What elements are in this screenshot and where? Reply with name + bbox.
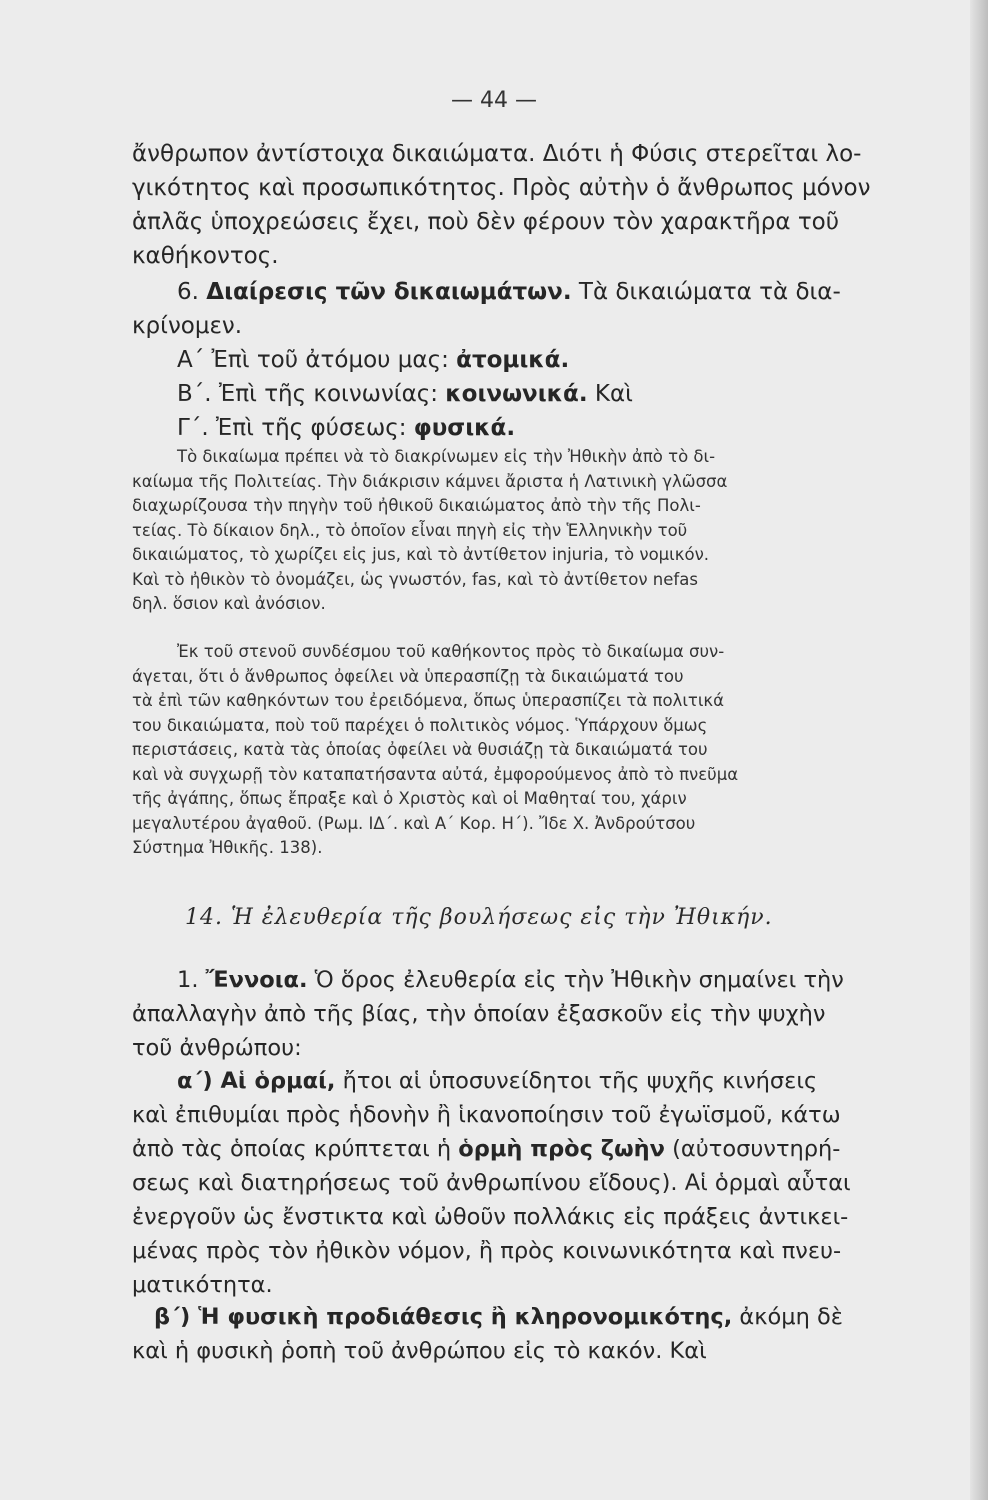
note-line: τείας. Τὸ δίκαιον δηλ., τὸ ὁποῖον εἶναι πηγὴ εἰς τὴν Ἑλληνικὴν τοῦ bbox=[132, 520, 688, 540]
page-number: — 44 — bbox=[451, 88, 537, 113]
note-line: Ἐκ τοῦ στενοῦ συνδέσμου τοῦ καθήκοντος πρὸς τὸ δικαίωμα συν- bbox=[177, 642, 725, 661]
paragraph-concept bbox=[132, 963, 932, 1065]
section-6-number: 6. bbox=[177, 279, 199, 305]
alpha-first-rest: ἤτοι αἱ ὑποσυνείδητοι τῆς ψυχῆς κινήσεις bbox=[335, 1068, 818, 1094]
note-line: του δικαιώματα, ποὺ τοῦ παρέχει ὁ πολιτικὸς νόμος. Ὑπάρχουν ὅμως bbox=[132, 715, 708, 735]
division-a bbox=[132, 343, 932, 377]
concept-first-line bbox=[132, 963, 932, 997]
alpha-line3-post: (αὐτοσυντηρή- bbox=[665, 1136, 841, 1162]
text-line: ματικότητα. bbox=[132, 1272, 273, 1298]
note-line: άγεται, ὅτι ὁ ἄνθρωπος ὀφείλει νὰ ὑπερασπίζῃ τὰ δικαιώματά του bbox=[132, 666, 684, 686]
division-b-suffix: Καὶ bbox=[587, 381, 633, 407]
section-6-title: Διαίρεσις τῶν δικαιωμάτων. bbox=[206, 279, 572, 305]
division-c-prefix: Γ΄. Ἐπὶ τῆς φύσεως: bbox=[177, 415, 414, 441]
section-14-heading: 14. Ἡ ἐλευθερία τῆς βουλήσεως εἰς τὴν Ἠθικήν. bbox=[185, 905, 773, 930]
section-6-rest: Τὰ δικαιώματα τὰ δια- bbox=[571, 279, 841, 305]
text-line: καὶ ἡ φυσικὴ ῥοπὴ τοῦ ἀνθρώπου εἰς τὸ κακόν. Καὶ bbox=[132, 1338, 707, 1364]
text-line: καθήκοντος. bbox=[132, 243, 279, 269]
text-line: γικότητος καὶ προσωπικότητος. Πρὸς αὐτὴν ὁ ἄνθρωπος μόνον bbox=[132, 175, 871, 201]
division-a-term: ἀτομικά. bbox=[456, 347, 570, 373]
alpha-third-line bbox=[132, 1132, 932, 1166]
note-line: διαχωρίζουσα τὴν πηγὴν τοῦ ἠθικοῦ δικαιώματος ἀπὸ τὴν τῆς Πολι- bbox=[132, 496, 701, 515]
note-line: δηλ. ὅσιον καὶ ἀνόσιον. bbox=[132, 594, 326, 613]
beta-first-line bbox=[132, 1300, 932, 1334]
text-line: τοῦ ἀνθρώπου: bbox=[132, 1035, 302, 1061]
note-line: δικαιώματος, τὸ χωρίζει εἰς jus, καὶ τὸ ἀντίθετον injuria, τὸ νομικόν. bbox=[132, 545, 710, 564]
division-b bbox=[132, 377, 932, 411]
division-a-prefix: Α΄ Ἐπὶ τοῦ ἀτόμου μας: bbox=[177, 347, 457, 373]
paragraph-intro bbox=[132, 137, 932, 273]
text-line: μένας πρὸς τὸν ἠθικὸν νόμον, ἢ πρὸς κοινωνικότητα καὶ πνευ- bbox=[132, 1238, 842, 1264]
alpha-label: α΄) Αἱ ὁρμαί, bbox=[177, 1068, 336, 1094]
note-line: Καὶ τὸ ἠθικὸν τὸ ὀνομάζει, ὡς γνωστόν, fas, καὶ τὸ ἀντίθετον nefas bbox=[132, 569, 698, 589]
note-line: καίωμα τῆς Πολιτείας. Τὴν διάκρισιν κάμνει ἄριστα ἡ Λατινικὴ γλῶσσα bbox=[132, 471, 728, 491]
text-line: ἄνθρωπον ἀντίστοιχα δικαιώματα. Διότι ἡ Φύσις στερεῖται λο- bbox=[132, 141, 862, 167]
note-line: τὰ ἐπὶ τῶν καθηκόντων του ἐρειδόμενα, ὅπως ὑπερασπίζει τὰ πολιτικά bbox=[132, 691, 725, 710]
alpha-first-line bbox=[132, 1064, 932, 1098]
section-6-heading bbox=[132, 275, 932, 309]
division-c bbox=[132, 411, 932, 445]
note-line: περιστάσεις, κατὰ τὰς ὁποίας ὀφείλει νὰ θυσιάζῃ τὰ δικαιώματά του bbox=[132, 740, 708, 759]
text-line: καὶ ἐπιθυμίαι πρὸς ἡδονὴν ἢ ἱκανοποίησιν τοῦ ἐγωϊσμοῦ, κάτω bbox=[132, 1102, 841, 1128]
beta-first-rest: ἀκόμη δὲ bbox=[732, 1304, 843, 1330]
concept-label: Ἔννοια. bbox=[205, 967, 308, 993]
concept-number: 1. bbox=[177, 967, 199, 993]
text-line: ἁπλᾶς ὑποχρεώσεις ἔχει, ποὺ δὲν φέρουν τὸν χαρακτῆρα τοῦ bbox=[132, 209, 840, 235]
alpha-line3-bold: ὁρμὴ πρὸς ζωὴν bbox=[458, 1136, 665, 1162]
paragraph-alpha bbox=[132, 1064, 932, 1302]
concept-text: Ὁ ὅρος ἐλευθερία εἰς τὴν Ἠθικὴν σημαίνει τὴν bbox=[307, 967, 844, 993]
beta-label: β΄) Ἡ φυσικὴ προδιάθεσις ἢ κληρονομικότης, bbox=[154, 1304, 733, 1330]
note-line: μεγαλυτέρου ἀγαθοῦ. (Ρωμ. ΙΔ΄. καὶ Α΄ Κορ. Η΄). Ἴδε Χ. Ἀνδρούτσου bbox=[132, 813, 696, 833]
division-b-term: κοινωνικά. bbox=[445, 381, 588, 407]
note-line: Τὸ δικαίωμα πρέπει νὰ τὸ διακρίνωμεν εἰς τὴν Ἠθικὴν ἀπὸ τὸ δι- bbox=[177, 447, 716, 466]
note-line: τῆς ἀγάπης, ὅπως ἔπραξε καὶ ὁ Χριστὸς καὶ οἱ Μαθηταί του, χάριν bbox=[132, 789, 687, 808]
text-line: ἐνεργοῦν ὡς ἔνστικτα καὶ ὠθοῦν πολλάκις εἰς πράξεις ἀντικει- bbox=[132, 1204, 849, 1230]
division-c-term: φυσικά. bbox=[413, 415, 516, 441]
text-line: ἀπαλλαγὴν ἀπὸ τῆς βίας, τὴν ὁποίαν ἐξασκοῦν εἰς τὴν ψυχὴν bbox=[132, 1001, 826, 1027]
division-b-prefix: Β΄. Ἐπὶ τῆς κοινωνίας: bbox=[177, 381, 446, 407]
text-line: σεως καὶ διατηρήσεως τοῦ ἀνθρωπίνου εἴδους). Αἱ ὁρμαὶ αὗται bbox=[132, 1170, 851, 1196]
note-line: Σύστημα Ἠθικῆς. 138). bbox=[132, 838, 323, 857]
page-edge-shadow bbox=[970, 0, 988, 1500]
note-duty-right bbox=[132, 640, 932, 861]
section-6 bbox=[132, 275, 932, 445]
paragraph-beta bbox=[132, 1300, 932, 1368]
note-right-distinction bbox=[132, 445, 932, 617]
note-line: καὶ νὰ συγχωρῇ τὸν καταπατήσαντα αὐτά, ἐμφορούμενος ἀπὸ τὸ πνεῦμα bbox=[132, 764, 739, 784]
alpha-line3-pre: ἀπὸ τὰς ὁποίας κρύπτεται ἡ bbox=[132, 1136, 459, 1162]
text-line: κρίνομεν. bbox=[132, 313, 243, 339]
